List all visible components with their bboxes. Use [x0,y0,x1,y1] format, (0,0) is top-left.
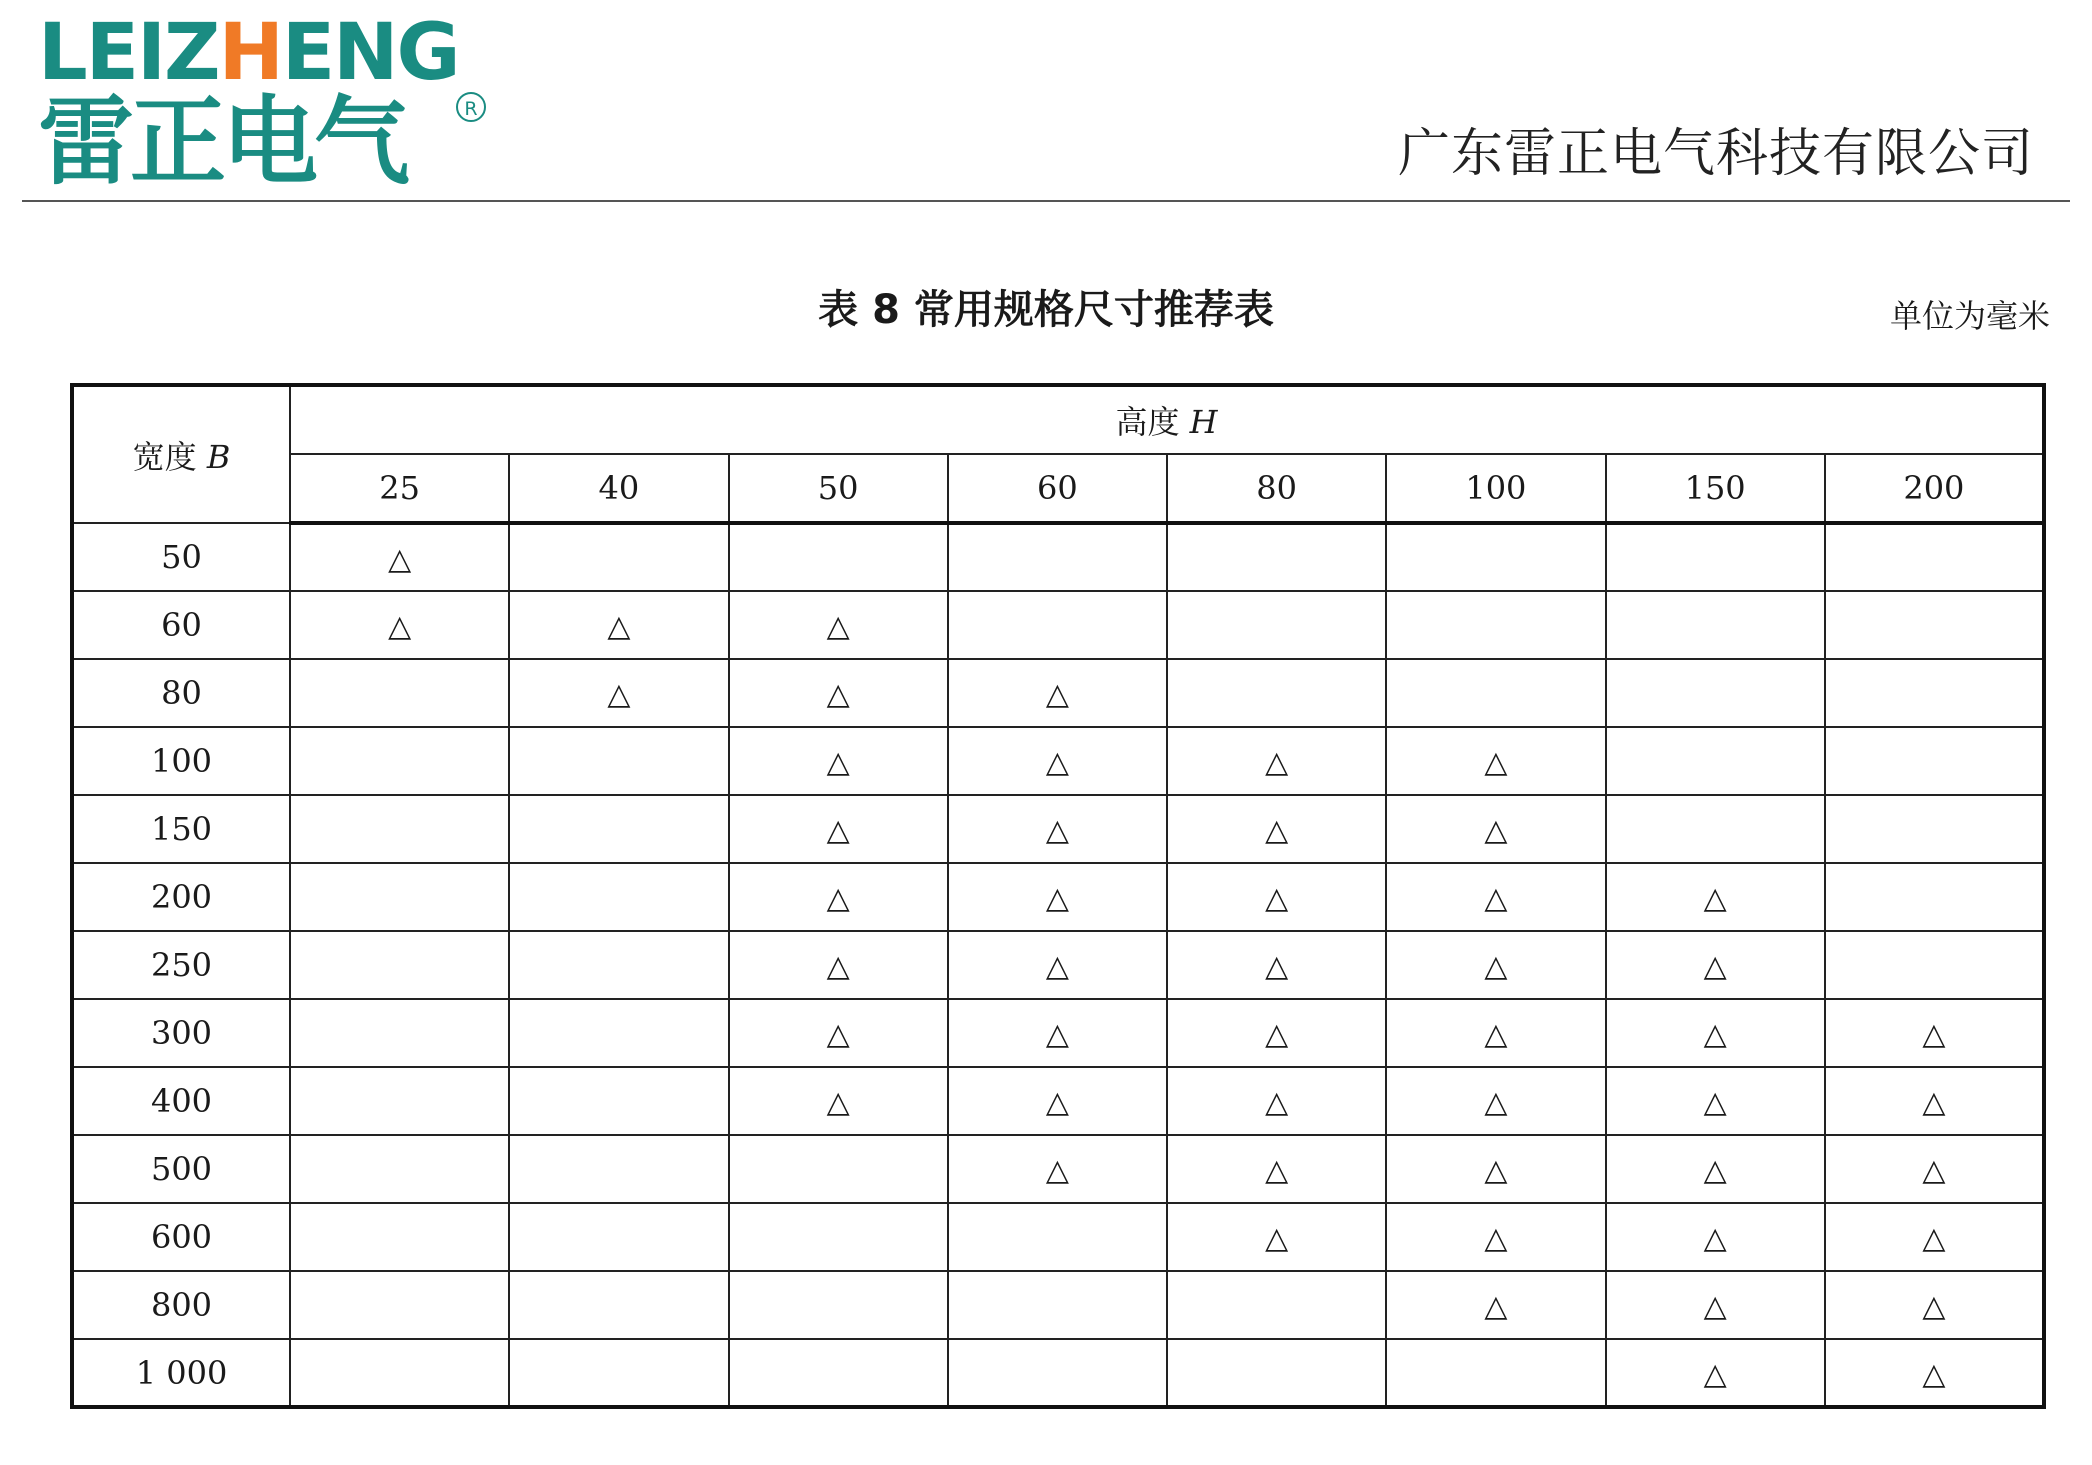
table-cell [1386,659,1605,727]
width-header-symbol: B [206,437,231,476]
table-cell [729,523,948,591]
table-cell [509,1135,728,1203]
table-cell [290,1203,509,1271]
triangle-mark-icon: △ [1703,1085,1727,1120]
table-cell [948,931,1167,999]
row-width-value: 600 [72,1203,290,1271]
table-cell [509,1339,728,1407]
column-header: 60 [948,454,1167,523]
table-cell [948,795,1167,863]
table-cell [729,591,948,659]
table-cell [1825,1339,2044,1407]
table-row [72,1203,2044,1271]
triangle-mark-icon: △ [1045,1153,1069,1188]
unit-note: 单位为毫米 [1889,297,2050,335]
table-cell [729,1271,948,1339]
table-cell [1386,523,1605,591]
table-row [72,591,2044,659]
table-cell [1606,1067,1825,1135]
table-cell [948,659,1167,727]
table-cell [1825,795,2044,863]
triangle-mark-icon: △ [1922,1356,1946,1392]
row-width-value: 400 [72,1067,290,1135]
triangle-mark-icon: △ [607,609,631,644]
triangle-mark-icon: △ [1484,1017,1508,1052]
table-cell [948,727,1167,795]
table-cell [1825,1203,2044,1271]
triangle-mark-icon: △ [826,745,850,780]
triangle-mark-icon: △ [1703,1153,1727,1188]
triangle-mark-icon: △ [1922,1221,1946,1256]
table-cell [1167,591,1386,659]
table-row [72,1271,2044,1339]
company-name: 广东雷正电气科技有限公司 [1397,124,2034,184]
table-cell [729,863,948,931]
table-cell [729,1203,948,1271]
table-cell [509,1203,728,1271]
table-cell [1386,591,1605,659]
table-row [72,795,2044,863]
table-cell [509,999,728,1067]
triangle-mark-icon: △ [1703,1017,1727,1052]
table-title: 表 8 常用规格尺寸推荐表 [818,287,1274,333]
table-cell [290,863,509,931]
table-cell [729,659,948,727]
row-width-value: 100 [72,727,290,795]
column-header: 50 [729,454,948,523]
table-cell [948,1271,1167,1339]
spec-table [70,383,2046,1409]
row-width-value: 250 [72,931,290,999]
table-cell [290,1339,509,1407]
table-cell [509,727,728,795]
column-header: 80 [1167,454,1386,523]
company-logo [38,8,478,198]
triangle-mark-icon: △ [1484,813,1508,848]
column-header: 25 [290,454,509,523]
triangle-mark-icon: △ [1045,813,1069,848]
triangle-mark-icon: △ [1265,745,1289,780]
table-cell [1386,863,1605,931]
table-cell [1386,795,1605,863]
table-cell [1167,523,1386,591]
row-width-value: 200 [72,863,290,931]
triangle-mark-icon: △ [1484,745,1508,780]
triangle-mark-icon: △ [1045,881,1069,916]
triangle-mark-icon: △ [1922,1153,1946,1188]
table-row [72,931,2044,999]
table-cell [1825,1271,2044,1339]
table-cell [290,1135,509,1203]
table-cell [1606,863,1825,931]
triangle-mark-icon: △ [1484,1153,1508,1188]
triangle-mark-icon: △ [388,609,412,644]
table-cell [1386,1339,1605,1407]
table-cell [1386,1135,1605,1203]
triangle-mark-icon: △ [1045,677,1069,712]
table-cell [290,727,509,795]
table-cell [1606,999,1825,1067]
height-header-symbol: H [1189,403,1218,441]
table-cell [1825,999,2044,1067]
table-cell [1606,1271,1825,1339]
triangle-mark-icon: △ [1703,1289,1727,1324]
table-cell [1825,523,2044,591]
table-cell [509,1271,728,1339]
table-cell [1606,591,1825,659]
triangle-mark-icon: △ [1265,1017,1289,1052]
table-cell [1606,1339,1825,1407]
table-cell [948,1135,1167,1203]
table-cell [1167,999,1386,1067]
row-width-value: 80 [72,659,290,727]
triangle-mark-icon: △ [1703,949,1727,984]
table-cell [1386,1271,1605,1339]
table-cell [1606,1203,1825,1271]
table-cell [1167,659,1386,727]
table-row [72,523,2044,591]
table-cell [1606,727,1825,795]
triangle-mark-icon: △ [1265,813,1289,848]
table-row [72,659,2044,727]
width-header [72,385,290,523]
table-cell [1167,1203,1386,1271]
table-cell [1825,1067,2044,1135]
triangle-mark-icon: △ [1265,881,1289,916]
table-cell [509,523,728,591]
table-cell [290,659,509,727]
triangle-mark-icon: △ [1045,1085,1069,1120]
table-row [72,1067,2044,1135]
table-cell [1606,1135,1825,1203]
triangle-mark-icon: △ [826,609,850,644]
triangle-mark-icon: △ [1484,1221,1508,1256]
triangle-mark-icon: △ [1922,1085,1946,1120]
table-cell [1825,591,2044,659]
table-cell [290,1067,509,1135]
column-header: 40 [509,454,728,523]
row-width-value: 500 [72,1135,290,1203]
table-cell [509,931,728,999]
table-cell [948,1067,1167,1135]
triangle-mark-icon: △ [1265,949,1289,984]
table-cell [1167,1271,1386,1339]
table-cell [290,795,509,863]
table-row [72,1135,2044,1203]
table-cell [1825,659,2044,727]
table-cell [948,523,1167,591]
table-row [72,999,2044,1067]
triangle-mark-icon: △ [1703,881,1727,916]
table-cell [509,1067,728,1135]
table-cell [1167,795,1386,863]
table-cell [290,1271,509,1339]
triangle-mark-icon: △ [1484,1289,1508,1324]
registered-mark-icon: R [456,92,486,122]
table-cell [1606,931,1825,999]
triangle-mark-icon: △ [826,1085,850,1120]
table-cell [509,795,728,863]
table-cell [1167,1067,1386,1135]
table-cell [1386,931,1605,999]
logo-wordmark-cn: 雷正电气 [38,86,406,198]
table-cell [1386,727,1605,795]
triangle-mark-icon: △ [1922,1289,1946,1324]
table-cell [509,863,728,931]
triangle-mark-icon: △ [1484,949,1508,984]
triangle-mark-icon: △ [1045,1017,1069,1052]
row-width-value: 150 [72,795,290,863]
triangle-mark-icon: △ [1045,745,1069,780]
row-width-value: 300 [72,999,290,1067]
table-cell [290,999,509,1067]
table-cell [729,999,948,1067]
table-cell [729,931,948,999]
table-cell [948,863,1167,931]
table-cell [290,931,509,999]
logo-wordmark-en: LEIZHENG [38,8,459,98]
triangle-mark-icon: △ [1045,949,1069,984]
triangle-mark-icon: △ [1265,1221,1289,1256]
table-cell [1167,931,1386,999]
table-cell [948,999,1167,1067]
table-cell [1825,863,2044,931]
table-cell [1167,1135,1386,1203]
table-cell [1606,523,1825,591]
row-width-value: 50 [72,523,290,591]
table-cell [290,591,509,659]
table-cell [1167,863,1386,931]
triangle-mark-icon: △ [1484,881,1508,916]
table-cell [1606,659,1825,727]
table-cell [948,591,1167,659]
table-cell [509,659,728,727]
table-row [72,863,2044,931]
table-cell [729,727,948,795]
triangle-mark-icon: △ [388,541,412,577]
table-cell [1386,1067,1605,1135]
triangle-mark-icon: △ [1703,1221,1727,1256]
table-cell [509,591,728,659]
table-cell [729,1339,948,1407]
table-cell [729,795,948,863]
row-width-value: 1 000 [72,1339,290,1407]
table-cell [729,1135,948,1203]
column-header: 150 [1606,454,1825,523]
table-cell [948,1203,1167,1271]
triangle-mark-icon: △ [607,677,631,712]
triangle-mark-icon: △ [1265,1085,1289,1120]
column-header: 200 [1825,454,2044,523]
table-row [72,727,2044,795]
triangle-mark-icon: △ [826,949,850,984]
triangle-mark-icon: △ [1265,1153,1289,1188]
table-cell [1825,727,2044,795]
triangle-mark-icon: △ [1703,1356,1727,1392]
triangle-mark-icon: △ [826,813,850,848]
triangle-mark-icon: △ [826,1017,850,1052]
triangle-mark-icon: △ [1484,1085,1508,1120]
row-width-value: 800 [72,1271,290,1339]
row-width-value: 60 [72,591,290,659]
table-cell [1167,727,1386,795]
column-header: 100 [1386,454,1605,523]
table-cell [1825,931,2044,999]
table-cell [1825,1135,2044,1203]
table-cell [948,1339,1167,1407]
table-cell [1606,795,1825,863]
triangle-mark-icon: △ [826,677,850,712]
table-cell [729,1067,948,1135]
table-cell [1167,1339,1386,1407]
width-header-label: 宽度 [132,437,197,476]
table-cell [290,523,509,591]
table-cell [1386,999,1605,1067]
table-row [72,1339,2044,1407]
triangle-mark-icon: △ [826,881,850,916]
height-header [290,385,2044,454]
header-divider [22,200,2070,202]
triangle-mark-icon: △ [1922,1017,1946,1052]
height-header-label: 高度 [1115,403,1180,441]
table-cell [1386,1203,1605,1271]
